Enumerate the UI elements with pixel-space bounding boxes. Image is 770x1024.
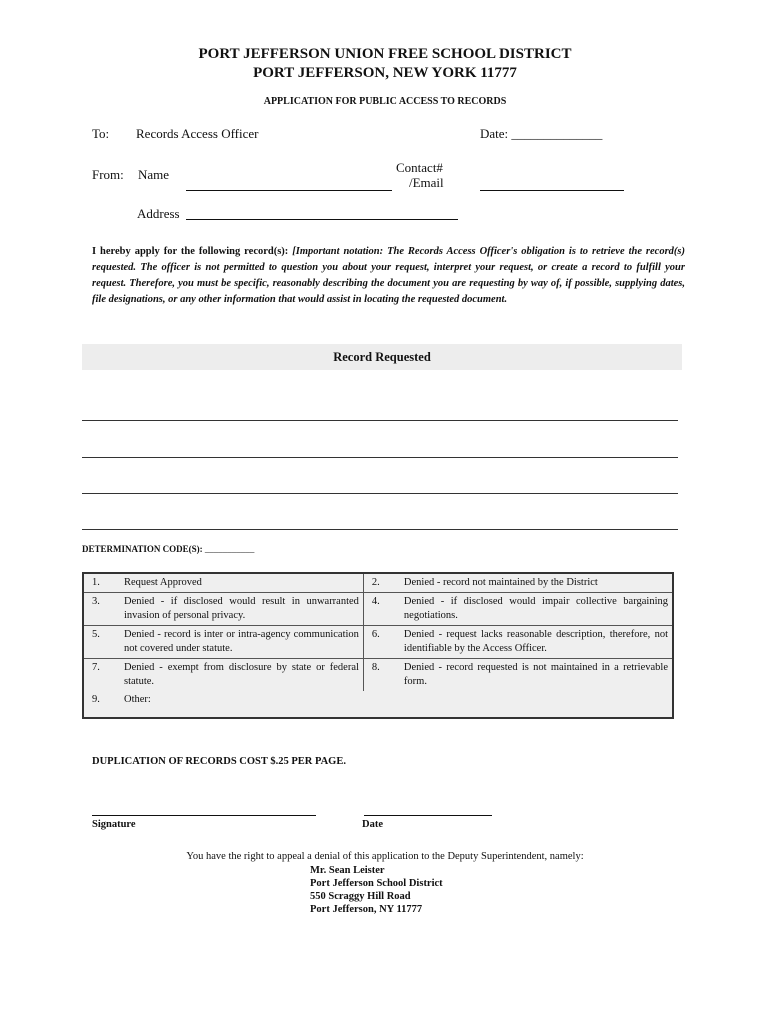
determination-label-text: DETERMINATION CODE(S):	[82, 544, 203, 554]
code-3-text: Denied - if disclosed would result in unwarranted invasion of personal privacy.	[120, 593, 363, 626]
code-7-text: Denied - exempt from disclosure by state or federal statute.	[120, 659, 363, 692]
signature-date-label: Date	[362, 819, 383, 830]
code-9-num: 9.	[92, 694, 100, 705]
code-8-num: 8.	[363, 659, 400, 692]
address-field[interactable]	[186, 219, 458, 220]
code-8-text: Denied - record requested is not maintained in a retrievable form.	[400, 659, 673, 692]
name-field[interactable]	[186, 190, 392, 191]
signature-date-field[interactable]	[364, 815, 492, 816]
codes-row	[83, 626, 673, 659]
address-label: Address	[137, 206, 180, 221]
district-name: PORT JEFFERSON UNION FREE SCHOOL DISTRICT	[198, 46, 572, 62]
codes-row	[83, 691, 673, 718]
appeal-text: You have the right to appeal a denial of this application to the Deputy Superintendent, namely:	[186, 851, 584, 862]
intro-notation: [Important notation: The Records Access Officer's obligation is to retrieve the record(s) requested. The officer is not permitted to question you about your request, interpret your request, or create a record to fulfill your request. Therefore, you must be specific, reasonably describing the document you are requesting by way of, if possible, supplying dates, file designations, or any other information that would assist in locating the requested document.	[92, 246, 685, 305]
record-line-2[interactable]	[82, 457, 678, 458]
record-line-4[interactable]	[82, 529, 678, 530]
code-4-text: Denied - if disclosed would impair collective bargaining negotiations.	[400, 593, 673, 626]
code-5-num: 5.	[83, 626, 120, 659]
name-label: Name	[138, 167, 170, 182]
district-city: PORT JEFFERSON, NEW YORK 11777	[253, 65, 517, 81]
codes-row	[83, 573, 673, 593]
intro-paragraph	[92, 244, 685, 308]
determination-codes-table	[82, 572, 674, 719]
code-5-text: Denied - record is inter or intra-agency communication not covered under statute.	[120, 626, 363, 659]
contact-field[interactable]	[480, 190, 624, 191]
code-1-num: 1.	[92, 577, 100, 588]
appeal-org: Port Jefferson School District	[310, 878, 443, 889]
contact-label: Contact#	[396, 160, 443, 175]
duplication-cost-note: DUPLICATION OF RECORDS COST $.25 PER PAGE.	[92, 756, 346, 767]
code-6-text: Denied - request lacks reasonable description, therefore, not identifiable by the Access Officer.	[400, 626, 673, 659]
record-line-1[interactable]	[82, 420, 678, 421]
date-field[interactable]: Date: ______________	[480, 126, 603, 141]
code-2-num: 2.	[371, 577, 380, 588]
code-3-num: 3.	[83, 593, 120, 626]
codes-row	[83, 593, 673, 626]
signature-field[interactable]	[92, 815, 316, 816]
email-label: /Email	[409, 175, 444, 190]
signature-label: Signature	[92, 819, 136, 830]
code-1-text: Request Approved	[120, 573, 363, 593]
form-title: APPLICATION FOR PUBLIC ACCESS TO RECORDS	[263, 96, 507, 107]
appeal-city: Port Jefferson, NY 11777	[310, 904, 423, 915]
record-requested-title: Record Requested	[333, 350, 431, 364]
codes-row	[83, 659, 673, 692]
intro-lead: I hereby apply for the following record(s):	[92, 246, 293, 257]
from-label: From:	[92, 167, 124, 182]
code-7-num: 7.	[83, 659, 120, 692]
code-9-text[interactable]: Other:	[124, 694, 151, 705]
determination-label	[82, 544, 254, 554]
determination-blank[interactable]: ___________	[202, 544, 255, 554]
to-value: Records Access Officer	[136, 126, 259, 141]
record-line-3[interactable]	[82, 493, 678, 494]
to-label: To:	[92, 126, 110, 141]
code-4-num: 4.	[363, 593, 400, 626]
appeal-name: Mr. Sean Leister	[310, 865, 385, 876]
code-2-text: Denied - record not maintained by the District	[403, 577, 598, 588]
code-6-num: 6.	[363, 626, 400, 659]
appeal-street: 550 Scraggy Hill Road	[310, 891, 411, 902]
